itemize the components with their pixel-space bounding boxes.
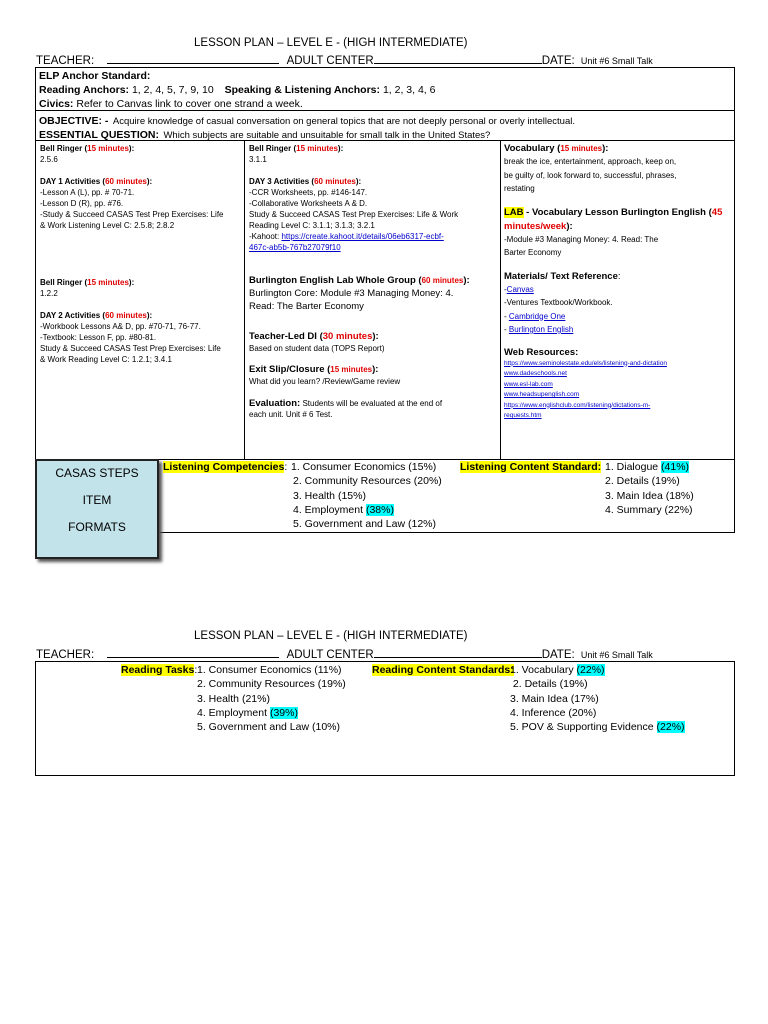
essential-question-text: Which subjects are suitable and unsuitable for small talk in the United States? [163,130,491,141]
teacher-di-text: Based on student data (TOPS Report) [249,344,385,353]
day2-line: -Textbook: Lesson F, pp. #80-81. [40,333,157,342]
adult-center-blank[interactable] [374,647,542,658]
listening-content-label: Listening Content Standard: [460,461,602,473]
bell-ringer-minutes: 15 minutes [87,144,129,153]
competency-item: 1. Consumer Economics (15%) [291,461,437,473]
adult-center-label: ADULT CENTER [286,55,374,67]
adult-center-label: ADULT CENTER [286,649,374,661]
teacher-blank[interactable] [107,647,279,658]
date-label: DATE: [541,55,575,67]
day1-line: -Study & Succeed CASAS Test Prep Exercises: Life [40,210,224,219]
speaking-anchors: 1, 2, 3, 4, 6 [382,84,436,96]
lab-line: -Module #3 Managing Money: 4. Read: The [504,234,659,244]
civics-text: Refer to Canvas link to cover one strand a week. [76,98,303,110]
web-resource-link[interactable]: www.dadeschools.net [504,370,567,377]
essential-question-label: ESSENTIAL QUESTION: [39,129,159,141]
civics-label: Civics: [39,98,74,110]
reading-content-list [510,663,685,734]
competency-item: 5. Government and Law (12%) [293,518,436,531]
day3-line: Study & Succeed CASAS Test Prep Exercises: Life & Work [249,210,459,219]
reading-task-item: 1. Consumer Economics (11%) [197,664,342,676]
lab-line: Barter Economy [504,248,562,257]
teacher-blank[interactable] [107,53,279,64]
pov-percent: (22%) [656,721,685,734]
ventures-text: -Ventures Textbook/Workbook. [504,298,613,307]
vocabulary-line: restating [504,184,535,193]
elp-anchor-label: ELP Anchor Standard: [39,70,151,82]
content-item: 2. Details (19%) [605,475,680,488]
day1-label: DAY 1 Activities ( [40,177,106,186]
materials-label: Materials/ Text Reference [504,270,618,282]
page2-teacher-line [36,647,653,661]
reading-tasks-label: Reading Tasks [121,664,195,676]
listening-content-list [605,460,694,517]
reading-content-item: 5. POV & Supporting Evidence [510,721,657,734]
evaluation-text: Students will be evaluated at the end of [302,399,443,408]
col-divider [500,141,501,459]
bell-ringer-value: 3.1.1 [249,155,267,164]
day2-line: -Workbook Lessons A& D, pp. #70-71, 76-77. [40,322,201,331]
day3-line: -Collaborative Worksheets A & D. [249,199,368,208]
activities-table [35,140,735,460]
competency-item: 3. Health (15%) [293,489,366,502]
column-day1-day2: Bell Ringer (15 minutes): 2.5.6 DAY 1 Activities (60 minutes): -Lesson A (L), pp. # 70-71. -Lesson D (R), pp. #76. -Study & Succeed CASAS Test Prep Exercises: Life & Work Listening Level C: 2.5.8; 2.8.2 Bell Ringer (15 minutes): 1.2.2 DAY 2 Activities (60 minutes): -Workbook Lessons A& D, pp. #70-71, 76-77. -Textbook: Lesson F, pp. #80-81. Study & Succeed CASAS Test Prep Exercises: Life & Work Reading Level C: 1.2.1; 3.4.1 [40,143,242,365]
vocabulary-label: Vocabulary ( [504,143,561,154]
employment-percent: (39%) [269,706,298,719]
listening-competencies-label: Listening Competencies [163,461,285,473]
content-item: 3. Main Idea (18%) [605,489,694,502]
lab-tag: LAB [504,206,524,218]
burlington-english-link[interactable]: Burlington English [508,325,574,334]
column-vocab-materials: Vocabulary (15 minutes): break the ice, entertainment, approach, keep on, be guilty of, look forward to, successful, phrases, restating LAB - Vocabulary Lesson Burlington English (45 minutes/week): -Module #3 Managing Money: 4. Read: The Barter Economy Materials/ Text Reference: -Canvas -Ventures Textbook/Workbook. - Cambridge One - Burlington English Web Resources: https://www.seminolestate.edu/els/listening-and-dictation www.dadeschools.net www.esl-lab.com www.headsupenglish.com https://www.englishclub.com/listening/dictations-m- requests.htm [504,142,734,422]
day2-line: & Work Reading Level C: 1.2.1; 3.4.1 [40,355,172,364]
web-resource-link[interactable]: https://www.seminolestate.edu/els/listening-and-dictation [504,359,667,367]
exit-slip-text: What did you learn? /Review/Game review [249,377,401,386]
vocabulary-line: be guilty of, look forward to, successful, phrases, [504,170,677,180]
bell-ringer-value: 2.5.6 [40,155,58,164]
teacher-label: TEACHER: [36,649,95,661]
casas-title: CASAS STEPS [55,466,139,480]
reading-content-item: 2. Details (19%) [510,678,588,691]
teacher-di-label: Teacher-Led DI ( [249,331,323,342]
web-resource-link[interactable]: www.headsupenglish.com [504,391,580,398]
column-day3: Bell Ringer (15 minutes): 3.1.1 DAY 3 Activities (60 minutes): -CCR Worksheets, pp. #146-147. -Collaborative Worksheets A & D. Study & Succeed CASAS Test Prep Exercises: Life & Work Reading Level C: 3.1.1; 3.1.3; 3.2.1 -Kahoot: https://create.kahoot.it/details/06eb6317-ecbf- 467c-ab5b-767b27079f10 Burlington English Lab Whole Group (60 minutes): Burlington Core: Module #3 Managing Money: 4. Read: The Barter Economy Teacher-Led DI (30 minutes): Based on student data (TOPS Report) Exit Slip/Closure (15 minutes): What did you learn? /Review/Game review Evaluation: Students will be evaluated at the end of each unit. Unit # 6 Test. [249,143,499,420]
vocabulary-percent: (22%) [576,664,605,676]
day2-line: Study & Succeed CASAS Test Prep Exercises: Life [40,344,221,353]
reading-task-item: 2. Community Resources (19%) [197,678,346,691]
teacher-label: TEACHER: [36,55,95,67]
lab-group-label: Burlington English Lab Whole Group ( [249,275,422,286]
adult-center-blank[interactable] [374,53,542,64]
canvas-link[interactable]: Canvas [506,284,534,294]
evaluation-label: Evaluation: [249,398,301,409]
objective-text: Acquire knowledge of casual conversation on general topics that are not deeply personal or overly intellectual. [112,116,575,127]
kahoot-link[interactable]: 467c-ab5b-767b27079f10 [249,243,341,252]
page2-title: LESSON PLAN – LEVEL E - (HIGH INTERMEDIATE) [194,630,468,642]
web-resources-label: Web Resources: [504,346,579,358]
objective-label: OBJECTIVE: - [39,115,109,127]
reading-content-item: 1. Vocabulary [510,664,577,676]
exit-slip-label: Exit Slip/Closure ( [249,364,331,375]
kahoot-prefix: -Kahoot: [249,232,282,241]
bell-ringer-value: 1.2.2 [40,289,58,298]
reading-content-item: 4. Inference (20%) [510,706,597,719]
speaking-anchors-label: Speaking & Listening Anchors: [224,84,381,96]
reading-task-item: 5. Government and Law (10%) [197,721,340,734]
kahoot-link[interactable]: https://create.kahoot.it/details/06eb6317-ecbf- [281,232,444,241]
reading-task-item: 4. Employment [197,706,270,719]
casas-title: ITEM [82,493,112,507]
day1-line: -Lesson D (R), pp. #76. [40,199,124,208]
evaluation-text: each unit. Unit # 6 Test. [249,410,333,419]
lab-group-line: Burlington Core: Module #3 Managing Money: 4. [249,288,454,299]
reading-anchors: 1, 2, 4, 5, 7, 9, 10 [131,84,214,96]
casas-title: FORMATS [68,520,126,534]
day3-line: -CCR Worksheets, pp. #146-147. [249,188,368,197]
unit-text: Unit #6 Small Talk [580,56,653,66]
elp-block [35,67,735,111]
col-divider [244,141,245,459]
dialogue-percent: (41%) [661,461,690,473]
reading-anchors-label: Reading Anchors: [39,84,130,96]
web-resource-link[interactable]: requests.htm [504,412,542,419]
employment-percent: (38%) [365,503,394,516]
day1-line: & Work Listening Level C: 2.5.8; 2.8.2 [40,221,175,230]
day1-line: -Lesson A (L), pp. # 70-71. [40,188,135,197]
bell-ringer-label: Bell Ringer ( [40,144,88,153]
lab-title: - Vocabulary Lesson Burlington English ( [523,206,712,218]
page1-title: LESSON PLAN – LEVEL E - (HIGH INTERMEDIATE) [194,37,468,49]
casas-steps-box [35,459,159,559]
reading-task-item: 3. Health (21%) [197,692,270,705]
day3-label: DAY 3 Activities ( [249,177,315,186]
lab-group-line: Read: The Barter Economy [249,301,364,312]
reading-content-item: 3. Main Idea (17%) [510,692,599,705]
date-label: DATE: [541,649,575,661]
unit-text: Unit #6 Small Talk [580,650,653,660]
web-resource-link[interactable]: https://www.englishclub.com/listening/dictations-m- [504,401,651,409]
vocabulary-line: break the ice, entertainment, approach, keep on, [504,157,677,166]
competency-item: 2. Community Resources (20%) [293,475,442,488]
day2-label: DAY 2 Activities ( [40,311,106,320]
web-resource-link[interactable]: www.esl-lab.com [504,380,553,388]
day3-line: Reading Level C: 3.1.1; 3.1.3; 3.2.1 [249,221,375,230]
cambridge-one-link[interactable]: Cambridge One [508,311,566,321]
listening-competencies-list [291,460,442,531]
content-item: 4. Summary (22%) [605,503,693,516]
page1-teacher-line [36,53,653,67]
competency-item: 4. Employment [293,503,366,516]
objective-block [35,110,735,141]
reading-content-label: Reading Content Standards: [372,664,514,676]
content-item: 1. Dialogue [605,461,662,473]
reading-tasks-list [197,663,346,734]
